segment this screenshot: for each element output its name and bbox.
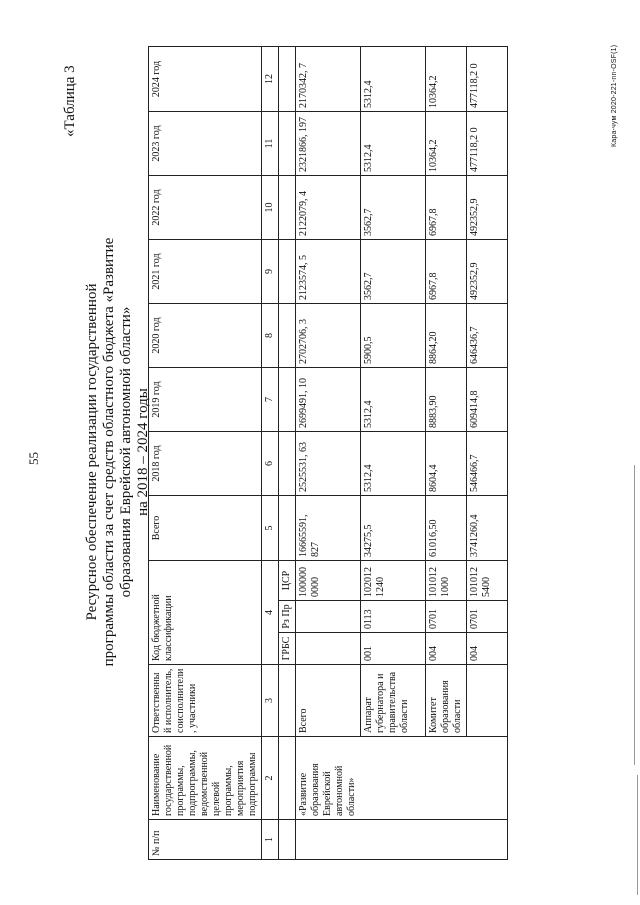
year-value-cell: 5900,5 bbox=[361, 303, 426, 367]
column-number: 9 bbox=[262, 239, 279, 303]
year-value-cell: 6967,8 bbox=[426, 175, 467, 239]
rzpr-cell bbox=[296, 601, 361, 633]
rzpr-cell: 0701 bbox=[467, 601, 508, 633]
code-parts-row bbox=[279, 46, 296, 859]
column-number: 1 bbox=[262, 820, 279, 860]
page-number: 55 bbox=[26, 452, 41, 465]
year-value-cell: 546466,7 bbox=[467, 431, 508, 495]
title-line: Ресурсное обеспечение реализации государственной bbox=[84, 283, 100, 621]
empty-cell bbox=[279, 239, 296, 303]
total-cell: 34275,5 bbox=[361, 495, 426, 560]
responsible-cell: Комитет образования области bbox=[426, 665, 467, 737]
empty-cell bbox=[279, 665, 296, 737]
year-value-cell: 8883,90 bbox=[426, 367, 467, 431]
column-number: 5 bbox=[262, 495, 279, 560]
year-value-cell: 5312,4 bbox=[361, 46, 426, 111]
responsible-cell: Всего bbox=[296, 665, 361, 737]
rzpr-cell: 0113 bbox=[361, 601, 426, 633]
year-value-cell: 2123574, 5 bbox=[296, 239, 361, 303]
title-line: программы области за счет средств областного бюджета «Развитие bbox=[101, 237, 117, 667]
column-number: 2 bbox=[262, 737, 279, 820]
csr-cell: 102012 1240 bbox=[361, 560, 426, 600]
header-year: 2022 год bbox=[149, 175, 262, 239]
column-number: 11 bbox=[262, 111, 279, 175]
empty-cell bbox=[279, 111, 296, 175]
header-year: 2020 год bbox=[149, 303, 262, 367]
responsible-cell bbox=[467, 665, 508, 737]
header-year: 2018 год bbox=[149, 431, 262, 495]
header-responsible: Ответственный исполнитель, соисполнители, участники bbox=[149, 665, 262, 737]
year-value-cell: 3562,7 bbox=[361, 239, 426, 303]
total-cell: 3741260,4 bbox=[467, 495, 508, 560]
code-part-csr: ЦСР bbox=[279, 560, 296, 600]
header-year: 2024 год bbox=[149, 46, 262, 111]
column-number: 8 bbox=[262, 303, 279, 367]
grbs-cell bbox=[296, 633, 361, 665]
total-cell: 61016,50 bbox=[426, 495, 467, 560]
title-line: образования Еврейской автономной области» bbox=[118, 306, 134, 598]
title-line: на 2018 – 2024 годы bbox=[135, 388, 151, 516]
empty-cell bbox=[279, 495, 296, 560]
table-row bbox=[296, 46, 361, 859]
code-part-rzpr: Рз Пр bbox=[279, 601, 296, 633]
header-row bbox=[149, 46, 262, 859]
header-budget-code: Код бюджетной классификации bbox=[149, 560, 262, 664]
year-value-cell: 492352,9 bbox=[467, 239, 508, 303]
year-value-cell: 5312,4 bbox=[361, 431, 426, 495]
empty-cell bbox=[279, 175, 296, 239]
grbs-cell: 004 bbox=[467, 633, 508, 665]
header-year: 2019 год bbox=[149, 367, 262, 431]
year-value-cell: 10364,2 bbox=[426, 46, 467, 111]
column-number: 3 bbox=[262, 665, 279, 737]
empty-cell bbox=[279, 431, 296, 495]
header-name: Наименование государственной программы, подпрограммы, ведомственной целевой программы, мероприятия подпрограммы bbox=[149, 737, 262, 820]
document-stamp: Кара-чум 2020-221-nn-OSF(1) bbox=[611, 44, 618, 147]
year-value-cell: 609414,8 bbox=[467, 367, 508, 431]
program-name-cell: «Развитие образования Еврейской автономной области» bbox=[296, 737, 508, 820]
year-value-cell: 10364,2 bbox=[426, 111, 467, 175]
csr-cell: 101012 5400 bbox=[467, 560, 508, 600]
year-value-cell: 2699491, 10 bbox=[296, 367, 361, 431]
year-value-cell: 2170342, 7 bbox=[296, 46, 361, 111]
year-value-cell: 477118,2 0 bbox=[467, 46, 508, 111]
empty-cell bbox=[279, 46, 296, 111]
column-number-row bbox=[262, 46, 279, 859]
column-number: 10 bbox=[262, 175, 279, 239]
header-total: Всего bbox=[149, 495, 262, 560]
code-part-grbs: ГРБС bbox=[279, 633, 296, 665]
scan-edge-line bbox=[634, 465, 635, 765]
header-year: 2021 год bbox=[149, 239, 262, 303]
column-number: 12 bbox=[262, 46, 279, 111]
empty-cell bbox=[279, 367, 296, 431]
year-value-cell: 3562,7 bbox=[361, 175, 426, 239]
column-number: 6 bbox=[262, 431, 279, 495]
header-year: 2023 год bbox=[149, 111, 262, 175]
year-value-cell: 8604,4 bbox=[426, 431, 467, 495]
year-value-cell: 646436,7 bbox=[467, 303, 508, 367]
responsible-cell: Аппарат губернатора и правительства области bbox=[361, 665, 426, 737]
year-value-cell: 2702706, 3 bbox=[296, 303, 361, 367]
grbs-cell: 001 bbox=[361, 633, 426, 665]
csr-cell: 100000 0000 bbox=[296, 560, 361, 600]
year-value-cell: 2122079, 4 bbox=[296, 175, 361, 239]
empty-cell bbox=[279, 820, 296, 860]
resource-table bbox=[148, 46, 508, 860]
rzpr-cell: 0701 bbox=[426, 601, 467, 633]
table-title bbox=[84, 147, 152, 757]
scan-edge-line bbox=[637, 775, 638, 895]
year-value-cell: 2525531, 63 bbox=[296, 431, 361, 495]
year-value-cell: 5312,4 bbox=[361, 367, 426, 431]
year-value-cell: 6967,8 bbox=[426, 239, 467, 303]
year-value-cell: 8864,20 bbox=[426, 303, 467, 367]
year-value-cell: 492352,9 bbox=[467, 175, 508, 239]
year-value-cell: 477118,2 0 bbox=[467, 111, 508, 175]
year-value-cell: 2321866, 197 bbox=[296, 111, 361, 175]
column-number: 7 bbox=[262, 367, 279, 431]
csr-cell: 101012 1000 bbox=[426, 560, 467, 600]
table-label: «Таблица 3 bbox=[62, 65, 78, 137]
empty-cell bbox=[279, 737, 296, 820]
year-value-cell: 5312,4 bbox=[361, 111, 426, 175]
total-cell: 16665591, 827 bbox=[296, 495, 361, 560]
header-num: № п/п bbox=[149, 820, 262, 860]
column-number: 4 bbox=[262, 560, 279, 664]
row-number-cell bbox=[296, 820, 508, 860]
grbs-cell: 004 bbox=[426, 633, 467, 665]
empty-cell bbox=[279, 303, 296, 367]
